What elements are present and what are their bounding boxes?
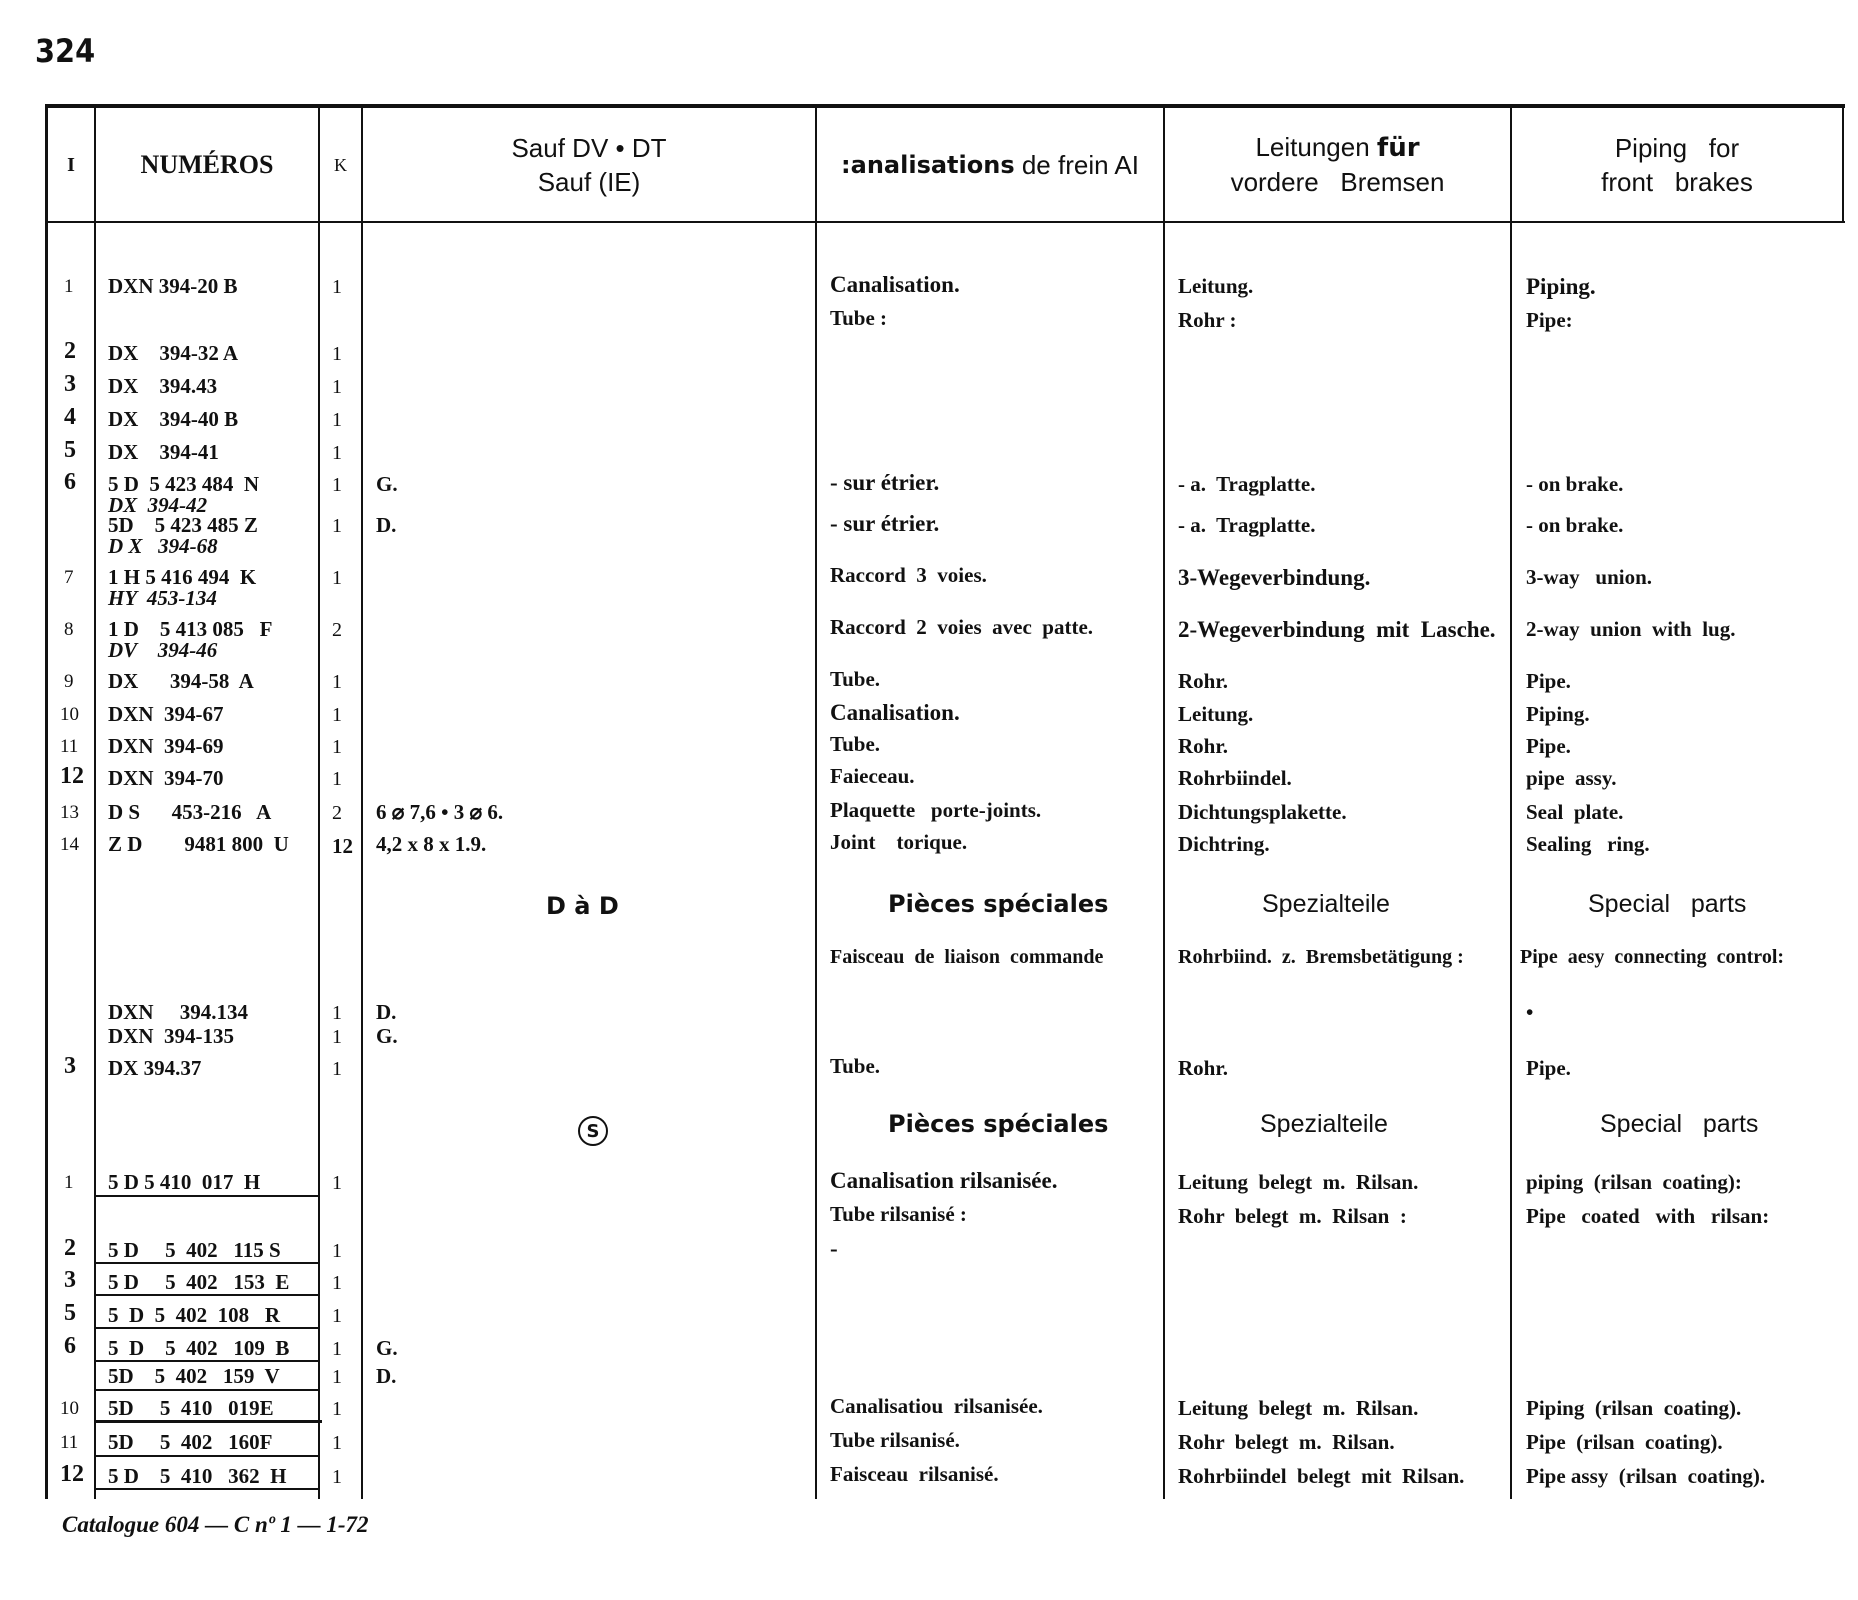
row-index: 10 bbox=[60, 1398, 79, 1419]
column-divider-index bbox=[94, 104, 96, 1499]
row-index: 2 bbox=[64, 338, 76, 364]
box-line bbox=[96, 1360, 318, 1362]
part-number: DXN 394.134 bbox=[108, 1000, 248, 1024]
description-en: Pipe (rilsan coating). bbox=[1526, 1430, 1723, 1454]
part-number: DXN 394-20 B bbox=[108, 274, 238, 298]
box-line bbox=[96, 1327, 318, 1329]
description-de: Dichtring. bbox=[1178, 832, 1270, 856]
row-index: 4 bbox=[64, 404, 76, 430]
description-en: Pipe assy (rilsan coating). bbox=[1526, 1464, 1766, 1488]
description-fr: Tube. bbox=[830, 1054, 881, 1078]
column-divider-left bbox=[45, 104, 48, 1499]
part-number: Z D 9481 800 U bbox=[108, 832, 289, 856]
description-fr: - bbox=[830, 1236, 838, 1261]
description-fr: Canalisation rilsanisée. bbox=[830, 1168, 1058, 1193]
condition: 4,2 x 8 x 1.9. bbox=[376, 832, 487, 856]
quantity: 2 bbox=[332, 619, 342, 641]
part-number: DX 394-32 A bbox=[108, 341, 239, 365]
quantity: 1 bbox=[332, 1240, 342, 1262]
quantity: 1 bbox=[332, 1058, 342, 1080]
catalogue-footer: Catalogue 604 — C nº 1 — 1-72 bbox=[62, 1512, 369, 1537]
quantity: 1 bbox=[332, 671, 342, 693]
row-index: 10 bbox=[60, 704, 79, 725]
description-de: Leitung belegt m. Rilsan. bbox=[1178, 1396, 1419, 1420]
part-number: DX 394.43 bbox=[108, 374, 218, 398]
description-fr: Plaquette porte-joints. bbox=[830, 798, 1042, 822]
description-fr: Tube. bbox=[830, 732, 881, 756]
header-german: Leitungen für vordere Bremsen bbox=[1230, 132, 1445, 197]
description-fr: - sur étrier. bbox=[830, 511, 940, 536]
section1-desc-german: Rohrbiind. z. Bremsbetätigung : bbox=[1178, 946, 1464, 968]
description-en: 3-way union. bbox=[1526, 565, 1653, 589]
part-number: 5 D 5 410 017 H bbox=[108, 1170, 261, 1194]
description-fr: - sur étrier. bbox=[830, 470, 940, 495]
quantity: 12 bbox=[332, 834, 353, 858]
row-index: 3 bbox=[64, 1267, 76, 1293]
description-en: Seal plate. bbox=[1526, 800, 1624, 824]
quantity: 1 bbox=[332, 736, 342, 758]
row-index: 13 bbox=[60, 802, 79, 823]
description-de: Leitung belegt m. Rilsan. bbox=[1178, 1170, 1419, 1194]
quantity: 1 bbox=[332, 1398, 342, 1420]
description-de: Rohrbiindel belegt mit Rilsan. bbox=[1178, 1464, 1465, 1488]
section2-english: Special parts bbox=[1600, 1110, 1759, 1138]
quantity: 1 bbox=[332, 704, 342, 726]
row-index: 11 bbox=[60, 1432, 79, 1453]
box-line bbox=[96, 1488, 318, 1490]
description-en: Piping. bbox=[1526, 274, 1596, 299]
row-index: 6 bbox=[64, 1333, 76, 1359]
part-number: 5 D 5 402 109 B bbox=[108, 1336, 290, 1360]
quantity: 1 bbox=[332, 1172, 342, 1194]
description-en: piping (rilsan coating): bbox=[1526, 1170, 1742, 1194]
condition: D. bbox=[376, 513, 397, 537]
section2-symbol: S bbox=[578, 1116, 608, 1146]
condition: G. bbox=[376, 1024, 398, 1048]
description-fr: Canalisation. bbox=[830, 700, 960, 725]
header-numeros: NUMÉROS bbox=[140, 149, 274, 179]
column-divider-right bbox=[1842, 104, 1844, 222]
description-de: Leitung. bbox=[1178, 702, 1254, 726]
part-number: DXN 394-67 bbox=[108, 702, 224, 726]
quantity: 1 bbox=[332, 1026, 342, 1048]
part-number: 5 D 5 423 484 N bbox=[108, 472, 260, 496]
quantity: 1 bbox=[332, 376, 342, 398]
description-de: Leitung. bbox=[1178, 274, 1254, 298]
description-en: Piping (rilsan coating). bbox=[1526, 1396, 1742, 1420]
page-number: 324 bbox=[35, 32, 96, 70]
row-index: 2 bbox=[64, 1235, 76, 1261]
section1-condition: D à D bbox=[546, 892, 619, 920]
description-en: pipe assy. bbox=[1526, 766, 1617, 790]
description-en: 2-way union with lug. bbox=[1526, 617, 1736, 641]
description-de: Rohr. bbox=[1178, 669, 1228, 693]
part-number-alt: D X 394-68 bbox=[108, 534, 218, 558]
description-de: - a. Tragplatte. bbox=[1178, 513, 1316, 537]
description-fr: Joint torique. bbox=[830, 830, 968, 854]
description-fr: Faieceau. bbox=[830, 764, 915, 788]
description-en: Piping. bbox=[1526, 702, 1590, 726]
condition: D. bbox=[376, 1000, 397, 1024]
condition: G. bbox=[376, 1336, 398, 1360]
description-fr: Canalisation. bbox=[830, 272, 960, 297]
section1-desc-english: Pipe aesy connecting control: bbox=[1520, 946, 1785, 968]
description-de: Rohr. bbox=[1178, 734, 1228, 758]
description-fr: Canalisatiou rilsanisée. bbox=[830, 1394, 1043, 1418]
condition: G. bbox=[376, 472, 398, 496]
header-index: I bbox=[67, 153, 75, 176]
part-number: DXN 394-135 bbox=[108, 1024, 234, 1048]
part-number-alt: HY 453-134 bbox=[108, 586, 217, 610]
section1-english: Special parts bbox=[1588, 890, 1747, 918]
description-en: Pipe. bbox=[1526, 669, 1571, 693]
description-en: Pipe coated with rilsan: bbox=[1526, 1204, 1770, 1228]
row-index: 9 bbox=[64, 671, 74, 692]
part-number: 5 D 5 402 115 S bbox=[108, 1238, 281, 1262]
description-de: Rohrbiindel. bbox=[1178, 766, 1292, 790]
part-number: 1 H 5 416 494 K bbox=[108, 565, 257, 589]
quantity: 2 bbox=[332, 802, 342, 824]
quantity: 1 bbox=[332, 343, 342, 365]
row-index: 3 bbox=[64, 371, 76, 397]
section1-german: Spezialteile bbox=[1262, 890, 1390, 918]
description-en: Pipe: bbox=[1526, 308, 1573, 332]
part-number: 5 D 5 410 362 H bbox=[108, 1464, 287, 1488]
box-line bbox=[96, 1455, 318, 1457]
description-en: Pipe. bbox=[1526, 1056, 1571, 1080]
part-number: DXN 394-69 bbox=[108, 734, 224, 758]
quantity: 1 bbox=[332, 276, 342, 298]
part-number: DX 394.37 bbox=[108, 1056, 202, 1080]
part-number-alt: DV 394-46 bbox=[108, 638, 218, 662]
condition: 6 ⌀ 7,6 • 3 ⌀ 6. bbox=[376, 800, 504, 824]
condition: D. bbox=[376, 1364, 397, 1388]
box-line bbox=[96, 1389, 318, 1391]
part-number: D S 453-216 A bbox=[108, 800, 272, 824]
description-de: - a. Tragplatte. bbox=[1178, 472, 1316, 496]
description-fr: Raccord 2 voies avec patte. bbox=[830, 615, 1094, 639]
column-divider-numeros bbox=[318, 104, 320, 1499]
column-divider-fr bbox=[1163, 104, 1165, 1499]
description-de: Rohr. bbox=[1178, 1056, 1228, 1080]
row-index: 7 bbox=[64, 567, 74, 588]
column-divider-k bbox=[361, 104, 363, 1499]
row-index: 3 bbox=[64, 1053, 76, 1079]
column-divider-condition bbox=[815, 104, 817, 1499]
part-number: DX 394-40 B bbox=[108, 407, 239, 431]
description-en: - on brake. bbox=[1526, 513, 1624, 537]
row-index: 12 bbox=[60, 1461, 84, 1487]
part-number: 5D 5 402 160F bbox=[108, 1430, 273, 1454]
part-number: 1 D 5 413 085 F bbox=[108, 617, 273, 641]
description-en: Sealing ring. bbox=[1526, 832, 1650, 856]
quantity: 1 bbox=[332, 1305, 342, 1327]
description-fr: Faisceau rilsanisé. bbox=[830, 1462, 999, 1486]
row-index: 12 bbox=[60, 763, 84, 789]
description-de: Rohr belegt m. Rilsan. bbox=[1178, 1430, 1395, 1454]
description-fr: Tube rilsanisé : bbox=[830, 1202, 967, 1226]
section1-desc-french: Faisceau de liaison commande bbox=[830, 946, 1104, 968]
box-line bbox=[96, 1294, 318, 1296]
section1-french: Pièces spéciales bbox=[888, 890, 1109, 918]
quantity: 1 bbox=[332, 442, 342, 464]
part-number: 5D 5 410 019E bbox=[108, 1396, 274, 1420]
description-de: Dichtungsplakette. bbox=[1178, 800, 1347, 824]
part-number: 5D 5 423 485 Z bbox=[108, 513, 258, 537]
description-en: - on brake. bbox=[1526, 472, 1624, 496]
quantity: 1 bbox=[332, 1272, 342, 1294]
header-french: :analisations de frein AI bbox=[841, 149, 1139, 180]
quantity: 1 bbox=[332, 1432, 342, 1454]
quantity: 1 bbox=[332, 1338, 342, 1360]
part-number-alt: DX 394-42 bbox=[108, 493, 208, 517]
row-index: 11 bbox=[60, 736, 79, 757]
column-divider-de bbox=[1510, 104, 1512, 1499]
quantity: 1 bbox=[332, 1366, 342, 1388]
part-number: 5 D 5 402 153 E bbox=[108, 1270, 290, 1294]
header-k: K bbox=[334, 154, 347, 175]
row-index: 1 bbox=[64, 1172, 74, 1193]
description-fr: Tube. bbox=[830, 667, 881, 691]
description-de: 3-Wegeverbindung. bbox=[1178, 565, 1371, 590]
header-bottom-border bbox=[45, 221, 1845, 223]
row-index: 6 bbox=[64, 469, 76, 495]
part-number: DX 394-41 bbox=[108, 440, 219, 464]
description-en: • bbox=[1526, 1000, 1534, 1024]
description-de: Rohr belegt m. Rilsan : bbox=[1178, 1204, 1407, 1228]
row-index: 1 bbox=[64, 276, 74, 297]
header-condition: Sauf DV • DT Sauf (IE) bbox=[511, 132, 667, 197]
description-de: 2-Wegeverbindung mit Lasche. bbox=[1178, 617, 1496, 642]
row-index: 8 bbox=[64, 619, 74, 640]
quantity: 1 bbox=[332, 1466, 342, 1488]
description-fr: Tube : bbox=[830, 306, 888, 330]
description-fr: Tube rilsanisé. bbox=[830, 1428, 960, 1452]
row-index: 5 bbox=[64, 437, 76, 463]
description-en: Pipe. bbox=[1526, 734, 1571, 758]
quantity: 1 bbox=[332, 567, 342, 589]
part-number: 5D 5 402 159 V bbox=[108, 1364, 280, 1388]
part-number: DX 394-58 A bbox=[108, 669, 254, 693]
section2-french: Pièces spéciales bbox=[888, 1110, 1109, 1138]
box-line bbox=[96, 1262, 318, 1264]
header-english: Piping for front brakes bbox=[1601, 132, 1753, 197]
description-de: Rohr : bbox=[1178, 308, 1237, 332]
row-index: 5 bbox=[64, 1300, 76, 1326]
quantity: 1 bbox=[332, 474, 342, 496]
box-line bbox=[96, 1420, 322, 1423]
row-index: 14 bbox=[60, 834, 79, 855]
quantity: 1 bbox=[332, 515, 342, 537]
box-line bbox=[96, 1195, 318, 1197]
part-number: DXN 394-70 bbox=[108, 766, 224, 790]
section2-german: Spezialteile bbox=[1260, 1110, 1388, 1138]
description-fr: Raccord 3 voies. bbox=[830, 563, 987, 587]
part-number: 5 D 5 402 108 R bbox=[108, 1303, 281, 1327]
quantity: 1 bbox=[332, 409, 342, 431]
quantity: 1 bbox=[332, 768, 342, 790]
quantity: 1 bbox=[332, 1002, 342, 1024]
